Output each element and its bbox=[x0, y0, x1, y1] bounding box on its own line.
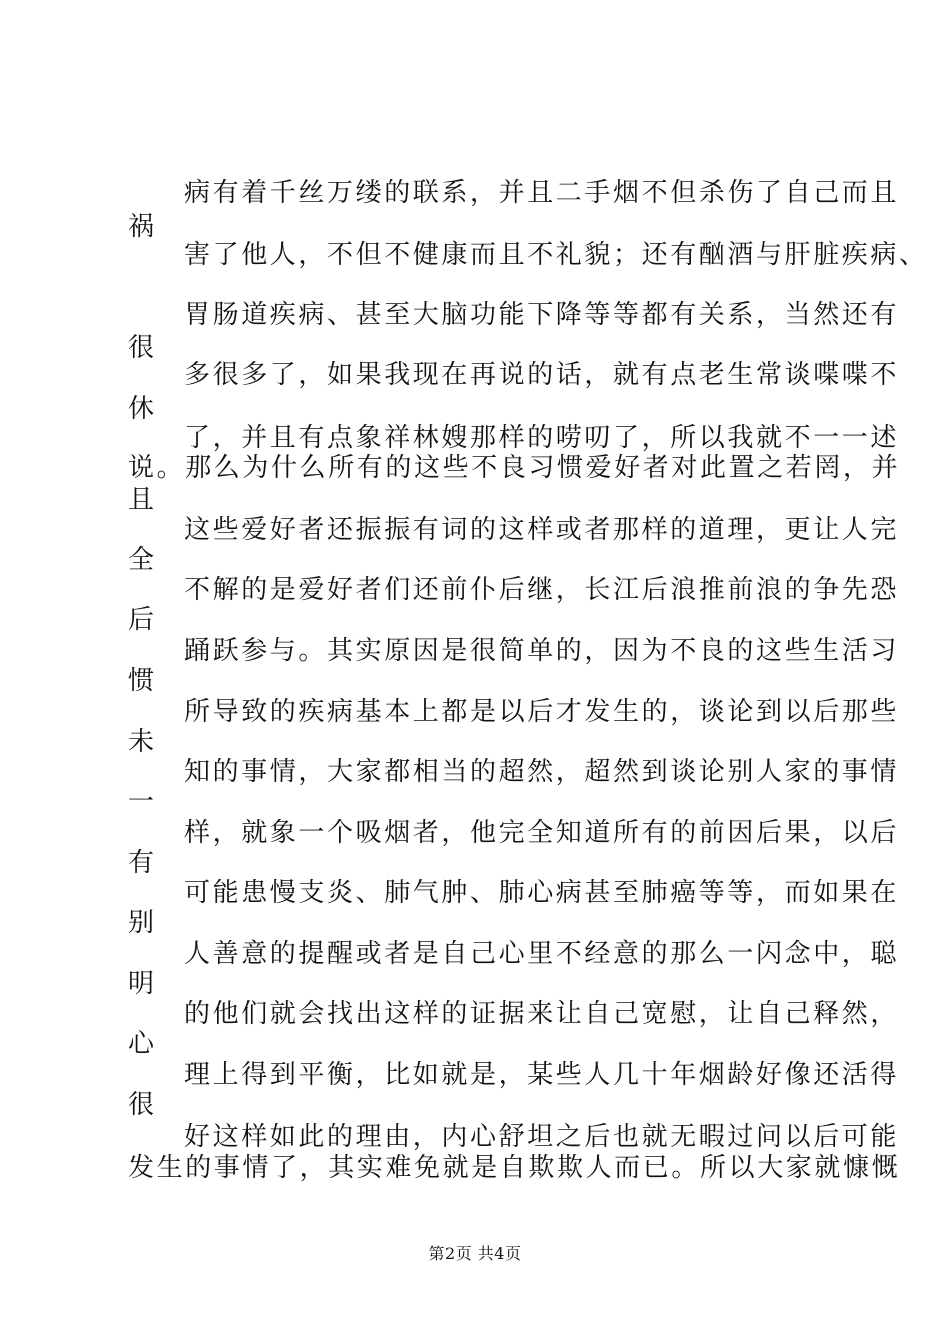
body-text-line: 发生的事情了，其实难免就是自欺欺人而已。所以大家就慷慨 bbox=[128, 1153, 901, 1183]
body-text-line: 休 bbox=[128, 394, 157, 424]
body-text-line: 踊跃参与。其实原因是很简单的，因为不良的这些生活习 bbox=[184, 636, 900, 666]
body-text-line: 心 bbox=[128, 1029, 157, 1059]
body-text-line: 未 bbox=[128, 727, 157, 757]
body-text-line: 后 bbox=[128, 605, 157, 635]
body-text-line: 胃肠道疾病、甚至大脑功能下降等等都有关系，当然还有 bbox=[184, 300, 900, 330]
body-text-line: 可能患慢支炎、肺气肿、肺心病甚至肺癌等等，而如果在 bbox=[184, 878, 900, 908]
body-text-line: 了，并且有点象祥林嫂那样的唠叨了，所以我就不一一述 bbox=[184, 423, 900, 453]
body-text-line: 所导致的疾病基本上都是以后才发生的，谈论到以后那些 bbox=[184, 697, 900, 727]
body-text-line: 别 bbox=[128, 908, 157, 938]
body-text-line: 知的事情，大家都相当的超然，超然到谈论别人家的事情 bbox=[184, 757, 900, 787]
body-text-line: 说。那么为什么所有的这些不良习惯爱好者对此置之若罔，并 bbox=[128, 453, 901, 483]
body-text-line: 病有着千丝万缕的联系，并且二手烟不但杀伤了自己而且 bbox=[184, 178, 900, 208]
body-text-line: 全 bbox=[128, 545, 157, 575]
body-text-line: 这些爱好者还振振有词的这样或者那样的道理，更让人完 bbox=[184, 515, 900, 545]
body-text-line: 一 bbox=[128, 787, 157, 817]
body-text-line: 不解的是爱好者们还前仆后继，长江后浪推前浪的争先恐 bbox=[184, 575, 900, 605]
body-text-line: 惯 bbox=[128, 666, 157, 696]
page-number-footer: 第2页 共4页 bbox=[428, 1244, 522, 1263]
body-text-line: 祸 bbox=[128, 212, 157, 242]
body-text-line: 多很多了，如果我现在再说的话，就有点老生常谈喋喋不 bbox=[184, 360, 900, 390]
body-text-line: 样，就象一个吸烟者，他完全知道所有的前因后果，以后 bbox=[184, 818, 900, 848]
body-text-line: 害了他人，不但不健康而且不礼貌；还有酗酒与肝脏疾病、 bbox=[184, 240, 928, 270]
body-text-line: 很 bbox=[128, 333, 157, 363]
body-text-line: 且 bbox=[128, 485, 157, 515]
body-text-line: 好这样如此的理由，内心舒坦之后也就无暇过问以后可能 bbox=[184, 1122, 900, 1152]
body-text-line: 很 bbox=[128, 1090, 157, 1120]
body-text-line: 理上得到平衡，比如就是，某些人几十年烟龄好像还活得 bbox=[184, 1060, 900, 1090]
body-text-line: 有 bbox=[128, 848, 157, 878]
body-text-line: 的他们就会找出这样的证据来让自己宽慰，让自己释然， bbox=[184, 999, 900, 1029]
body-text-line: 明 bbox=[128, 969, 157, 999]
body-text-line: 人善意的提醒或者是自己心里不经意的那么一闪念中，聪 bbox=[184, 939, 900, 969]
